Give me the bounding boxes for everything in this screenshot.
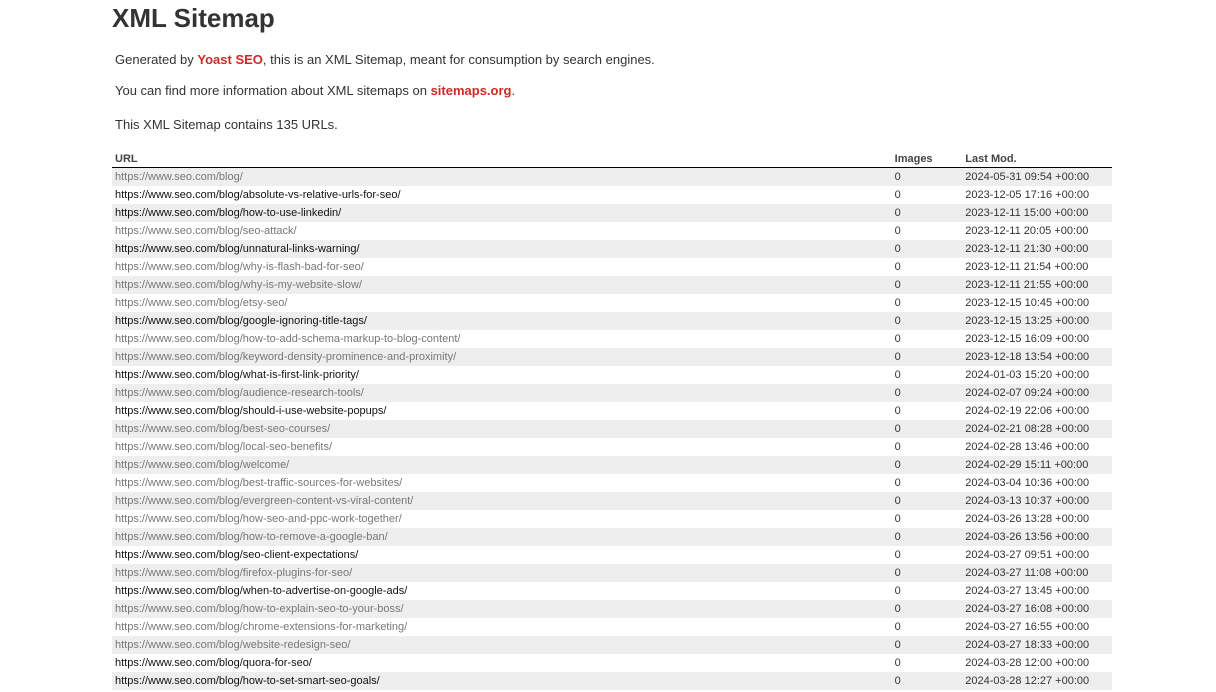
images-cell: 0 (892, 654, 963, 672)
last-mod-cell: 2024-03-27 09:51 +00:00 (962, 546, 1112, 564)
url-cell (112, 492, 892, 510)
last-mod-cell: 2023-12-11 21:55 +00:00 (962, 276, 1112, 294)
url-link[interactable]: https://www.seo.com/blog/how-to-set-smart-seo-goals/ (115, 675, 380, 687)
info-suffix: . (511, 83, 516, 98)
url-link[interactable]: https://www.seo.com/blog/how-to-remove-a-google-ban/ (115, 531, 388, 543)
last-mod-cell: 2024-02-29 15:11 +00:00 (962, 456, 1112, 474)
last-mod-cell: 2024-01-03 15:20 +00:00 (962, 366, 1112, 384)
table-row (112, 654, 1112, 672)
table-row (112, 672, 1112, 690)
url-cell (112, 330, 892, 348)
url-cell (112, 384, 892, 402)
images-cell: 0 (892, 330, 963, 348)
images-cell: 0 (892, 618, 963, 636)
images-cell: 0 (892, 240, 963, 258)
url-cell (112, 582, 892, 600)
last-mod-cell: 2023-12-05 17:16 +00:00 (962, 186, 1112, 204)
table-row (112, 546, 1112, 564)
url-cell (112, 420, 892, 438)
table-row (112, 528, 1112, 546)
images-cell: 0 (892, 366, 963, 384)
table-row (112, 636, 1112, 654)
url-link[interactable]: https://www.seo.com/blog/should-i-use-website-popups/ (115, 405, 387, 417)
url-link[interactable]: https://www.seo.com/blog/why-is-my-website-slow/ (115, 279, 362, 291)
table-row (112, 420, 1112, 438)
table-row (112, 348, 1112, 366)
table-header-row (112, 150, 1112, 168)
url-link[interactable]: https://www.seo.com/blog/seo-client-expectations/ (115, 549, 359, 561)
url-cell (112, 312, 892, 330)
table-row (112, 510, 1112, 528)
url-link[interactable]: https://www.seo.com/blog/what-is-first-link-priority/ (115, 369, 359, 381)
images-cell: 0 (892, 420, 963, 438)
url-link[interactable]: https://www.seo.com/blog/firefox-plugins-for-seo/ (115, 567, 353, 579)
last-mod-cell: 2024-03-04 10:36 +00:00 (962, 474, 1112, 492)
last-mod-cell: 2023-12-11 21:54 +00:00 (962, 258, 1112, 276)
url-link[interactable]: https://www.seo.com/blog/welcome/ (115, 459, 290, 471)
url-link[interactable]: https://www.seo.com/blog/unnatural-links-warning/ (115, 243, 360, 255)
table-row (112, 276, 1112, 294)
images-cell: 0 (892, 402, 963, 420)
url-cell (112, 564, 892, 582)
url-link[interactable]: https://www.seo.com/blog/why-is-flash-bad-for-seo/ (115, 261, 364, 273)
images-cell: 0 (892, 456, 963, 474)
last-mod-cell: 2024-02-21 08:28 +00:00 (962, 420, 1112, 438)
images-cell: 0 (892, 186, 963, 204)
url-link[interactable]: https://www.seo.com/blog/absolute-vs-relative-urls-for-seo/ (115, 189, 401, 201)
last-mod-cell: 2024-03-26 13:56 +00:00 (962, 528, 1112, 546)
images-cell: 0 (892, 348, 963, 366)
last-mod-cell: 2023-12-11 20:05 +00:00 (962, 222, 1112, 240)
url-cell (112, 366, 892, 384)
sitemap-table (112, 150, 1112, 690)
url-link[interactable]: https://www.seo.com/blog/google-ignoring-title-tags/ (115, 315, 367, 327)
url-cell (112, 636, 892, 654)
url-cell (112, 546, 892, 564)
last-mod-cell: 2024-03-28 12:00 +00:00 (962, 654, 1112, 672)
images-cell: 0 (892, 384, 963, 402)
images-cell: 0 (892, 600, 963, 618)
images-cell: 0 (892, 564, 963, 582)
url-cell (112, 438, 892, 456)
column-header-images[interactable]: Images (892, 150, 963, 168)
table-row (112, 366, 1112, 384)
table-row (112, 294, 1112, 312)
table-row (112, 492, 1112, 510)
last-mod-cell: 2024-03-13 10:37 +00:00 (962, 492, 1112, 510)
url-cell (112, 456, 892, 474)
table-row (112, 600, 1112, 618)
table-row (112, 186, 1112, 204)
images-cell: 0 (892, 510, 963, 528)
generated-by-text (115, 52, 655, 68)
more-info-text (115, 83, 515, 99)
url-link[interactable]: https://www.seo.com/blog/best-traffic-sources-for-websites/ (115, 477, 403, 489)
url-link[interactable]: https://www.seo.com/blog/how-to-explain-seo-to-your-boss/ (115, 603, 404, 615)
last-mod-cell: 2024-03-27 18:33 +00:00 (962, 636, 1112, 654)
last-mod-cell: 2023-12-15 13:25 +00:00 (962, 312, 1112, 330)
url-cell (112, 168, 892, 187)
table-row (112, 564, 1112, 582)
images-cell: 0 (892, 672, 963, 690)
table-row (112, 168, 1112, 187)
generated-suffix: , this is an XML Sitemap, meant for consumption by search engines. (262, 52, 655, 67)
last-mod-cell: 2024-02-19 22:06 +00:00 (962, 402, 1112, 420)
url-cell (112, 474, 892, 492)
url-link[interactable]: https://www.seo.com/blog/audience-research-tools/ (115, 387, 364, 399)
url-cell (112, 672, 892, 690)
sitemaps-org-link[interactable]: sitemaps.org (430, 83, 512, 98)
images-cell: 0 (892, 438, 963, 456)
last-mod-cell: 2024-03-27 16:55 +00:00 (962, 618, 1112, 636)
table-row (112, 402, 1112, 420)
last-mod-cell: 2023-12-15 10:45 +00:00 (962, 294, 1112, 312)
last-mod-cell: 2024-05-31 09:54 +00:00 (962, 168, 1112, 187)
last-mod-cell: 2024-02-28 13:46 +00:00 (962, 438, 1112, 456)
url-link[interactable]: https://www.seo.com/blog/quora-for-seo/ (115, 657, 312, 669)
url-link[interactable]: https://www.seo.com/blog/how-seo-and-ppc-work-together/ (115, 513, 402, 525)
url-link[interactable]: https://www.seo.com/blog/website-redesign-seo/ (115, 639, 351, 651)
table-row (112, 258, 1112, 276)
last-mod-cell: 2024-03-27 16:08 +00:00 (962, 600, 1112, 618)
url-cell (112, 618, 892, 636)
images-cell: 0 (892, 474, 963, 492)
table-row (112, 618, 1112, 636)
images-cell: 0 (892, 168, 963, 187)
url-link[interactable]: https://www.seo.com/blog/best-seo-courses/ (115, 423, 331, 435)
last-mod-cell: 2023-12-15 16:09 +00:00 (962, 330, 1112, 348)
images-cell: 0 (892, 546, 963, 564)
images-cell: 0 (892, 636, 963, 654)
last-mod-cell: 2024-03-26 13:28 +00:00 (962, 510, 1112, 528)
url-link[interactable]: https://www.seo.com/blog/etsy-seo/ (115, 297, 288, 309)
images-cell: 0 (892, 582, 963, 600)
yoast-seo-link[interactable]: Yoast SEO (197, 52, 263, 67)
url-count-text: This XML Sitemap contains 135 URLs. (115, 117, 338, 132)
last-mod-cell: 2023-12-11 15:00 +00:00 (962, 204, 1112, 222)
table-row (112, 222, 1112, 240)
last-mod-cell: 2024-03-28 12:27 +00:00 (962, 672, 1112, 690)
url-cell (112, 294, 892, 312)
table-row (112, 240, 1112, 258)
table-row (112, 456, 1112, 474)
url-link[interactable]: https://www.seo.com/blog/seo-attack/ (115, 225, 297, 237)
last-mod-cell: 2023-12-11 21:30 +00:00 (962, 240, 1112, 258)
images-cell: 0 (892, 492, 963, 510)
images-cell: 0 (892, 312, 963, 330)
url-cell (112, 258, 892, 276)
table-row (112, 204, 1112, 222)
url-link[interactable]: https://www.seo.com/blog/local-seo-benefits/ (115, 441, 333, 453)
images-cell: 0 (892, 294, 963, 312)
last-mod-cell: 2024-03-27 13:45 +00:00 (962, 582, 1112, 600)
images-cell: 0 (892, 258, 963, 276)
last-mod-cell: 2023-12-18 13:54 +00:00 (962, 348, 1112, 366)
table-row (112, 438, 1112, 456)
url-cell (112, 510, 892, 528)
url-cell (112, 528, 892, 546)
images-cell: 0 (892, 222, 963, 240)
url-cell (112, 600, 892, 618)
column-header-last-mod[interactable]: Last Mod. (962, 150, 1112, 168)
url-link[interactable]: https://www.seo.com/blog/keyword-density-prominence-and-proximity/ (115, 351, 457, 363)
url-cell (112, 276, 892, 294)
url-cell (112, 222, 892, 240)
last-mod-cell: 2024-03-27 11:08 +00:00 (962, 564, 1112, 582)
table-row (112, 330, 1112, 348)
table-row (112, 582, 1112, 600)
info-prefix: You can find more information about XML sitemaps on (115, 83, 431, 98)
table-row (112, 384, 1112, 402)
url-cell (112, 402, 892, 420)
url-link[interactable]: https://www.seo.com/blog/chrome-extensions-for-marketing/ (115, 621, 408, 633)
url-cell (112, 348, 892, 366)
images-cell: 0 (892, 204, 963, 222)
url-cell (112, 654, 892, 672)
generated-prefix: Generated by (115, 52, 198, 67)
url-link[interactable]: https://www.seo.com/blog/how-to-use-linkedin/ (115, 207, 342, 219)
url-link[interactable]: https://www.seo.com/blog/evergreen-content-vs-viral-content/ (115, 495, 414, 507)
sitemap-table-body (112, 168, 1112, 691)
last-mod-cell: 2024-02-07 09:24 +00:00 (962, 384, 1112, 402)
page-title: XML Sitemap (112, 3, 275, 33)
images-cell: 0 (892, 528, 963, 546)
url-cell (112, 186, 892, 204)
table-row (112, 312, 1112, 330)
images-cell: 0 (892, 276, 963, 294)
table-row (112, 474, 1112, 492)
url-link[interactable]: https://www.seo.com/blog/ (115, 171, 243, 183)
url-link[interactable]: https://www.seo.com/blog/how-to-add-schema-markup-to-blog-content/ (115, 333, 461, 345)
column-header-url[interactable]: URL (112, 150, 892, 168)
url-link[interactable]: https://www.seo.com/blog/when-to-advertise-on-google-ads/ (115, 585, 408, 597)
url-cell (112, 204, 892, 222)
url-cell (112, 240, 892, 258)
